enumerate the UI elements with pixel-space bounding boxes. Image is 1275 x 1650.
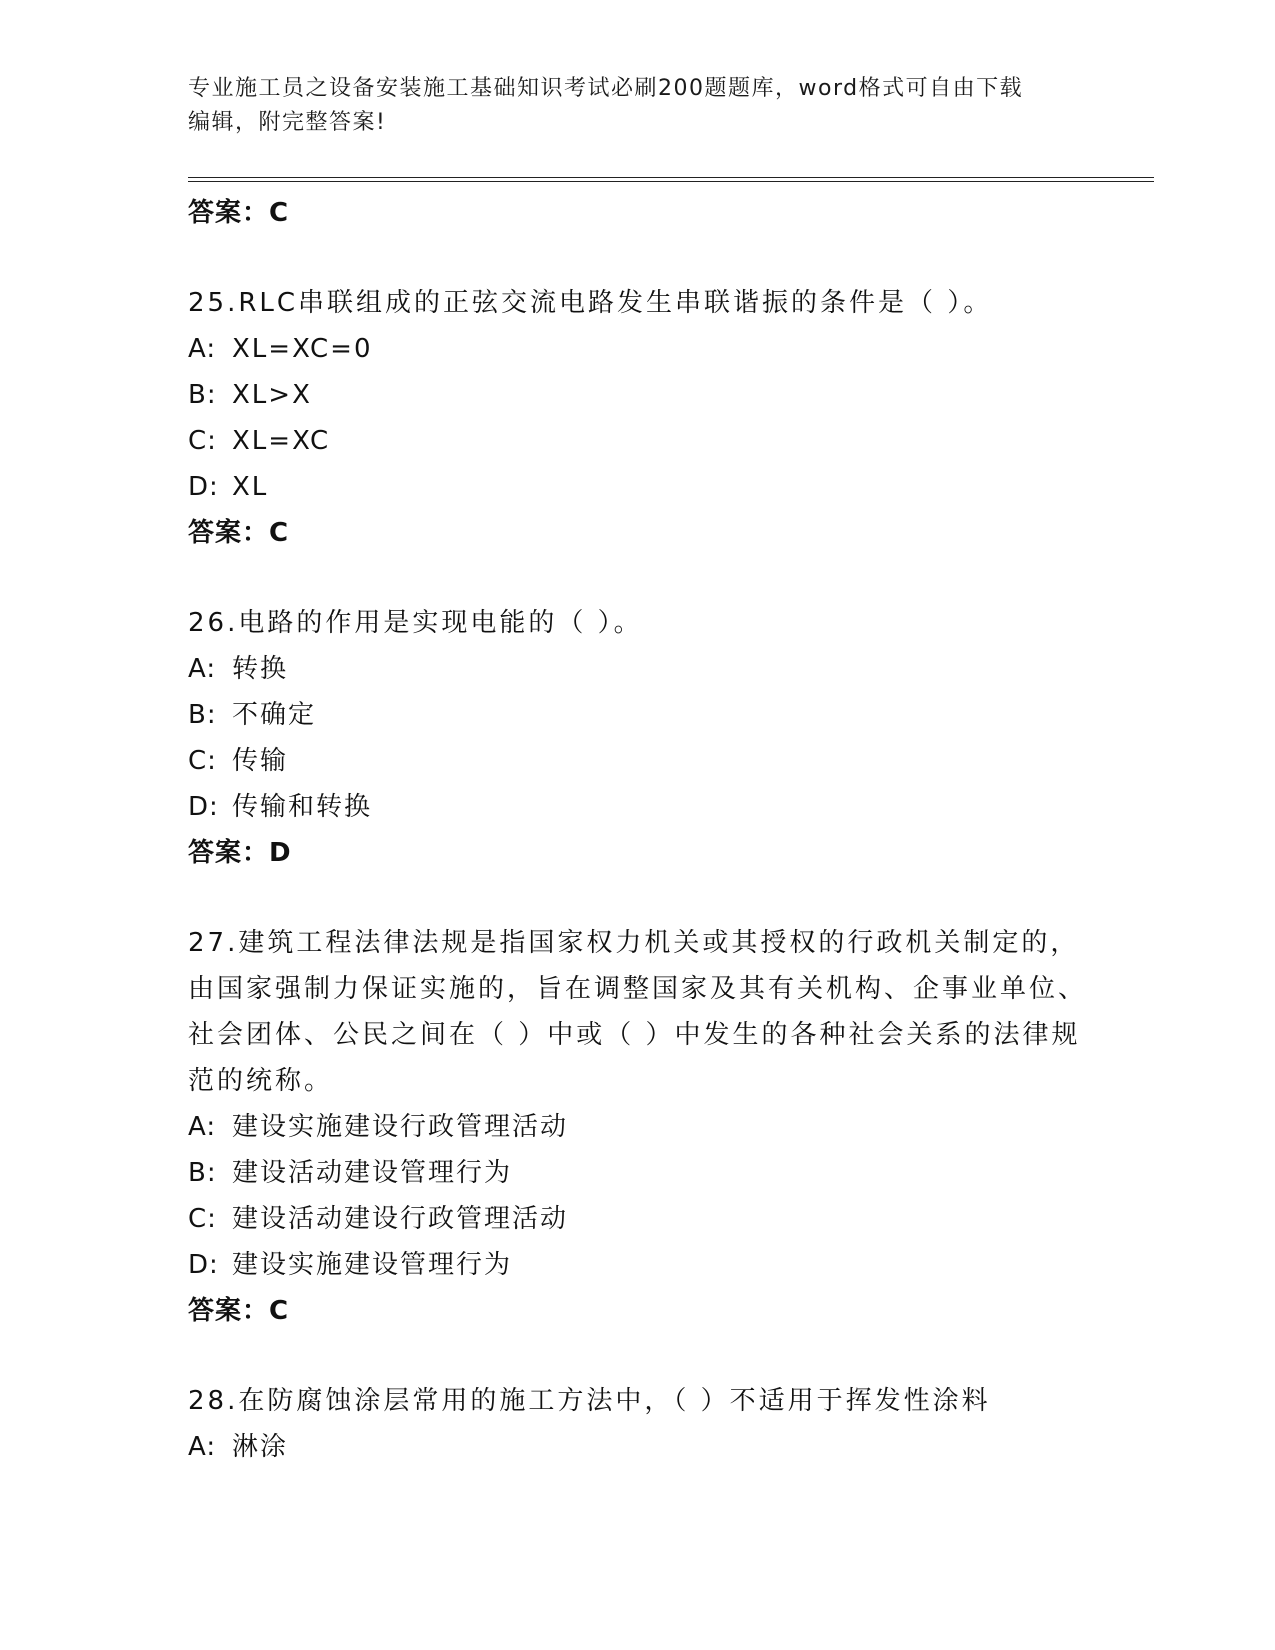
question-text: 28.在防腐蚀涂层常用的施工方法中，（ ）不适用于挥发性涂料 bbox=[188, 1386, 991, 1416]
option-key: B: bbox=[188, 380, 217, 410]
option-text: 建设活动建设行政管理活动 bbox=[232, 1204, 569, 1234]
option-b bbox=[188, 692, 1088, 738]
option-d bbox=[188, 784, 1088, 830]
option-a bbox=[188, 1104, 1088, 1150]
answer: 答案：C bbox=[188, 518, 290, 548]
header-line-2: 编辑，附完整答案! bbox=[188, 110, 387, 135]
header-divider-bottom bbox=[188, 181, 1154, 182]
header-divider-top bbox=[188, 177, 1154, 178]
option-key: D: bbox=[188, 792, 219, 822]
option-b bbox=[188, 372, 1088, 418]
option-text: XL bbox=[232, 472, 269, 502]
option-text: 建设实施建设行政管理活动 bbox=[232, 1112, 569, 1142]
question-text: 25.RLC串联组成的正弦交流电路发生串联谐振的条件是（ ）。 bbox=[188, 288, 993, 318]
answer: 答案：C bbox=[188, 1296, 290, 1326]
question-block bbox=[188, 1378, 1088, 1470]
option-key: A: bbox=[188, 334, 217, 364]
option-key: C: bbox=[188, 426, 217, 456]
option-text: 淋涂 bbox=[232, 1432, 289, 1462]
option-a bbox=[188, 646, 1088, 692]
question-list bbox=[188, 190, 1088, 1470]
option-text: 传输和转换 bbox=[232, 792, 373, 822]
option-text: 传输 bbox=[232, 746, 289, 776]
question-block bbox=[188, 280, 1088, 556]
option-a bbox=[188, 326, 1088, 372]
option-b bbox=[188, 1150, 1088, 1196]
option-key: B: bbox=[188, 700, 217, 730]
option-key: A: bbox=[188, 654, 217, 684]
answer: 答案：D bbox=[188, 838, 292, 868]
option-text: 建设实施建设管理行为 bbox=[232, 1250, 513, 1280]
option-text: XL>X bbox=[232, 380, 312, 410]
question-block bbox=[188, 600, 1088, 876]
header-line-1: 专业施工员之设备安装施工基础知识考试必刷200题题库，word格式可自由下载 bbox=[188, 76, 1024, 101]
option-key: A: bbox=[188, 1112, 217, 1142]
answer-prev: 答案：C bbox=[188, 198, 290, 228]
option-key: C: bbox=[188, 1204, 217, 1234]
option-a bbox=[188, 1424, 1088, 1470]
option-key: D: bbox=[188, 472, 219, 502]
option-key: B: bbox=[188, 1158, 217, 1188]
option-text: XL=XC bbox=[232, 426, 331, 456]
option-d bbox=[188, 1242, 1088, 1288]
option-key: A: bbox=[188, 1432, 217, 1462]
option-c bbox=[188, 738, 1088, 784]
option-d bbox=[188, 464, 1088, 510]
question-text: 27.建筑工程法律法规是指国家权力机关或其授权的行政机关制定的，由国家强制力保证实施的，旨在调整国家及其有关机构、企事业单位、社会团体、公民之间在（ ）中或（ ）中发生的各种社会关系的法律规范的统称。 bbox=[188, 928, 1088, 1096]
document-header bbox=[188, 72, 1088, 140]
option-c bbox=[188, 1196, 1088, 1242]
option-text: XL=XC=0 bbox=[232, 334, 373, 364]
option-text: 转换 bbox=[232, 654, 289, 684]
question-block bbox=[188, 920, 1088, 1334]
option-key: C: bbox=[188, 746, 217, 776]
option-key: D: bbox=[188, 1250, 219, 1280]
option-text: 不确定 bbox=[232, 700, 317, 730]
option-text: 建设活动建设管理行为 bbox=[232, 1158, 513, 1188]
question-text: 26.电路的作用是实现电能的（ ）。 bbox=[188, 608, 643, 638]
option-c bbox=[188, 418, 1088, 464]
